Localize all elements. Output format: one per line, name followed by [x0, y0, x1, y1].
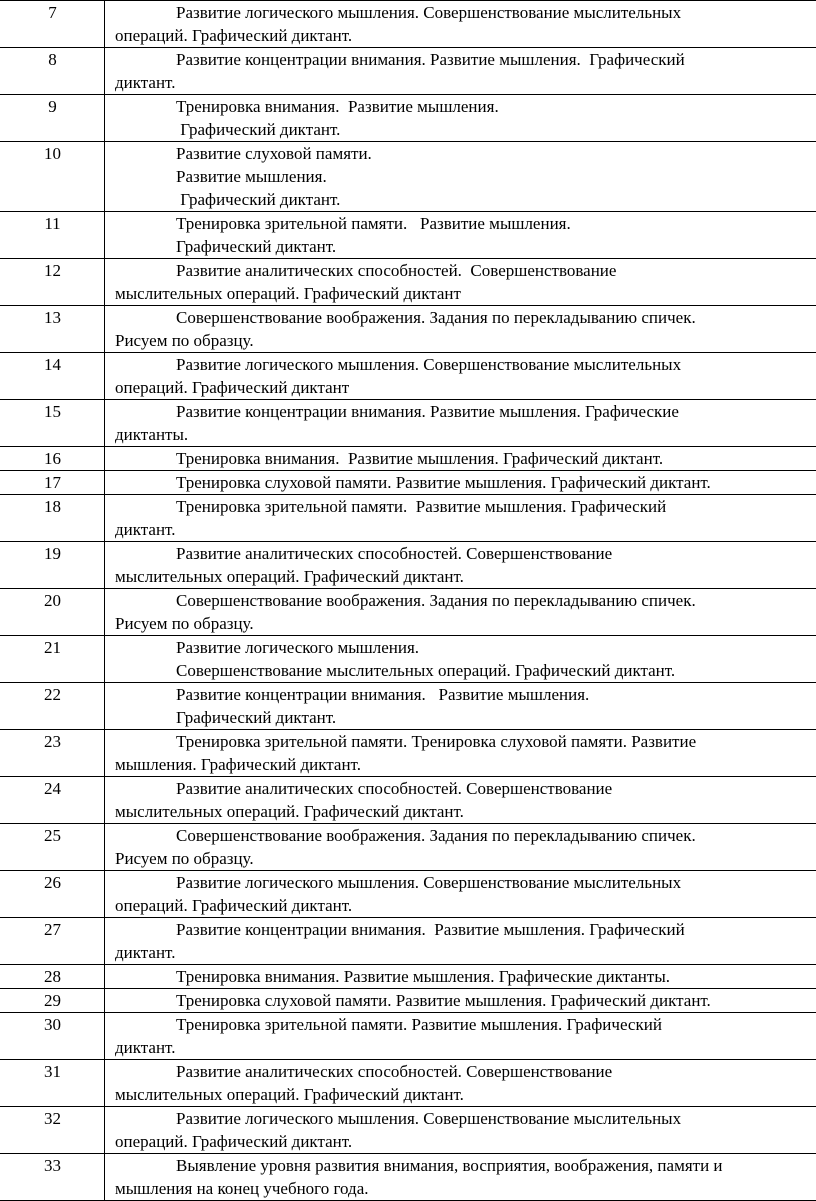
- lesson-topic-line: диктант.: [115, 71, 816, 94]
- lesson-topic-line: Рисуем по образцу.: [115, 329, 816, 352]
- lesson-topic-line: операций. Графический диктант.: [115, 1130, 816, 1153]
- lesson-topic-line: Совершенствование воображения. Задания по перекладыванию спичек.: [115, 824, 816, 847]
- lesson-number: 25: [1, 824, 105, 871]
- lesson-topic-line: Тренировка слуховой памяти. Развитие мышления. Графический диктант.: [115, 471, 816, 494]
- lesson-number: 21: [1, 636, 105, 683]
- lesson-topic-line: Развитие аналитических способностей. Совершенствование: [115, 542, 816, 565]
- lesson-topic: [105, 95, 816, 142]
- lesson-topic: [105, 683, 816, 730]
- table-row: [1, 259, 816, 306]
- table-row: [1, 824, 816, 871]
- lesson-topic-line: Графический диктант.: [115, 188, 816, 211]
- lesson-number: 15: [1, 400, 105, 447]
- lesson-topic: [105, 989, 816, 1013]
- lesson-topic-line: Развитие концентрации внимания. Развитие мышления. Графические: [115, 400, 816, 423]
- lesson-topic-line: Тренировка слуховой памяти. Развитие мышления. Графический диктант.: [115, 989, 816, 1012]
- lesson-number: 22: [1, 683, 105, 730]
- lesson-number: 31: [1, 1060, 105, 1107]
- lesson-topic-line: Развитие логического мышления.: [115, 636, 816, 659]
- lesson-topic: [105, 777, 816, 824]
- lesson-number: 9: [1, 95, 105, 142]
- lesson-topic-line: Тренировка внимания. Развитие мышления. Графический диктант.: [115, 447, 816, 470]
- lesson-topic-line: Тренировка зрительной памяти. Тренировка слуховой памяти. Развитие: [115, 730, 816, 753]
- lesson-topic: [105, 1013, 816, 1060]
- lesson-topic-line: операций. Графический диктант.: [115, 24, 816, 47]
- lesson-topic-line: Совершенствование воображения. Задания по перекладыванию спичек.: [115, 306, 816, 329]
- table-row: [1, 471, 816, 495]
- table-row: [1, 400, 816, 447]
- lesson-topic-line: диктант.: [115, 1036, 816, 1059]
- lesson-number: 32: [1, 1107, 105, 1154]
- lesson-topic-line: Тренировка зрительной памяти. Развитие мышления. Графический: [115, 495, 816, 518]
- lesson-number: 8: [1, 48, 105, 95]
- lesson-topic: [105, 1107, 816, 1154]
- lesson-topic-line: Развитие аналитических способностей. Совершенствование: [115, 259, 816, 282]
- lesson-number: 16: [1, 447, 105, 471]
- table-row: [1, 353, 816, 400]
- table-row: [1, 989, 816, 1013]
- lesson-plan-table-body: [1, 1, 816, 1201]
- lesson-topic-line: мыслительных операций. Графический диктант.: [115, 1083, 816, 1106]
- lesson-number: 11: [1, 212, 105, 259]
- table-row: [1, 1013, 816, 1060]
- lesson-number: 20: [1, 589, 105, 636]
- lesson-topic: [105, 353, 816, 400]
- lesson-topic-line: Развитие аналитических способностей. Совершенствование: [115, 1060, 816, 1083]
- lesson-topic-line: Тренировка зрительной памяти. Развитие мышления. Графический: [115, 1013, 816, 1036]
- lesson-number: 28: [1, 965, 105, 989]
- lesson-number: 26: [1, 871, 105, 918]
- lesson-topic: [105, 447, 816, 471]
- lesson-topic: [105, 1, 816, 48]
- lesson-topic-line: мыслительных операций. Графический диктант: [115, 282, 816, 305]
- table-row: [1, 777, 816, 824]
- lesson-topic: [105, 259, 816, 306]
- lesson-topic-line: Развитие концентрации внимания. Развитие мышления. Графический: [115, 48, 816, 71]
- lesson-topic: [105, 142, 816, 212]
- lesson-topic-line: мышления на конец учебного года.: [115, 1177, 816, 1200]
- lesson-number: 13: [1, 306, 105, 353]
- lesson-topic-line: Развитие логического мышления. Совершенствование мыслительных: [115, 871, 816, 894]
- lesson-topic-line: мыслительных операций. Графический диктант.: [115, 800, 816, 823]
- lesson-topic: [105, 824, 816, 871]
- lesson-number: 23: [1, 730, 105, 777]
- lesson-number: 29: [1, 989, 105, 1013]
- lesson-topic: [105, 212, 816, 259]
- table-row: [1, 95, 816, 142]
- lesson-topic-line: операций. Графический диктант.: [115, 894, 816, 917]
- lesson-number: 27: [1, 918, 105, 965]
- lesson-topic-line: Развитие слуховой памяти.: [115, 142, 816, 165]
- lesson-number: 19: [1, 542, 105, 589]
- lesson-topic: [105, 400, 816, 447]
- lesson-topic-line: Развитие логического мышления. Совершенствование мыслительных: [115, 1107, 816, 1130]
- lesson-topic-line: Совершенствование мыслительных операций. Графический диктант.: [115, 659, 816, 682]
- lesson-number: 10: [1, 142, 105, 212]
- lesson-topic: [105, 965, 816, 989]
- lesson-topic: [105, 471, 816, 495]
- lesson-number: 14: [1, 353, 105, 400]
- lesson-topic-line: Тренировка внимания. Развитие мышления. Графические диктанты.: [115, 965, 816, 988]
- lesson-topic: [105, 495, 816, 542]
- lesson-topic: [105, 730, 816, 777]
- table-row: [1, 1107, 816, 1154]
- lesson-topic-line: Графический диктант.: [115, 235, 816, 258]
- lesson-topic-line: Тренировка зрительной памяти. Развитие мышления.: [115, 212, 816, 235]
- table-row: [1, 1154, 816, 1201]
- lesson-topic-line: мышления. Графический диктант.: [115, 753, 816, 776]
- table-row: [1, 48, 816, 95]
- lesson-topic-line: Развитие логического мышления. Совершенствование мыслительных: [115, 353, 816, 376]
- table-row: [1, 447, 816, 471]
- lesson-number: 17: [1, 471, 105, 495]
- lesson-number: 33: [1, 1154, 105, 1201]
- table-row: [1, 965, 816, 989]
- lesson-topic-line: диктанты.: [115, 423, 816, 446]
- lesson-topic-line: мыслительных операций. Графический диктант.: [115, 565, 816, 588]
- lesson-topic: [105, 542, 816, 589]
- lesson-topic: [105, 306, 816, 353]
- table-row: [1, 1, 816, 48]
- lesson-topic-line: Графический диктант.: [115, 118, 816, 141]
- table-row: [1, 142, 816, 212]
- lesson-number: 24: [1, 777, 105, 824]
- lesson-topic-line: Развитие мышления.: [115, 165, 816, 188]
- lesson-topic: [105, 589, 816, 636]
- lesson-number: 12: [1, 259, 105, 306]
- lesson-topic-line: Развитие логического мышления. Совершенствование мыслительных: [115, 1, 816, 24]
- lesson-topic: [105, 636, 816, 683]
- lesson-topic-line: Тренировка внимания. Развитие мышления.: [115, 95, 816, 118]
- table-row: [1, 1060, 816, 1107]
- table-row: [1, 636, 816, 683]
- table-row: [1, 495, 816, 542]
- table-row: [1, 683, 816, 730]
- lesson-topic-line: Совершенствование воображения. Задания по перекладыванию спичек.: [115, 589, 816, 612]
- lesson-topic-line: Рисуем по образцу.: [115, 847, 816, 870]
- lesson-topic-line: диктант.: [115, 941, 816, 964]
- table-row: [1, 306, 816, 353]
- lesson-topic-line: Рисуем по образцу.: [115, 612, 816, 635]
- table-row: [1, 871, 816, 918]
- lesson-topic-line: операций. Графический диктант: [115, 376, 816, 399]
- table-row: [1, 212, 816, 259]
- table-row: [1, 918, 816, 965]
- lesson-topic-line: Графический диктант.: [115, 706, 816, 729]
- lesson-topic-line: Развитие концентрации внимания. Развитие мышления. Графический: [115, 918, 816, 941]
- lesson-number: 30: [1, 1013, 105, 1060]
- table-row: [1, 589, 816, 636]
- lesson-topic: [105, 1154, 816, 1201]
- table-row: [1, 542, 816, 589]
- lesson-topic: [105, 48, 816, 95]
- table-row: [1, 730, 816, 777]
- lesson-topic-line: Выявление уровня развития внимания, восприятия, воображения, памяти и: [115, 1154, 816, 1177]
- lesson-number: 7: [1, 1, 105, 48]
- lesson-topic: [105, 871, 816, 918]
- lesson-topic-line: диктант.: [115, 518, 816, 541]
- lesson-topic-line: Развитие аналитических способностей. Совершенствование: [115, 777, 816, 800]
- lesson-topic-line: Развитие концентрации внимания. Развитие мышления.: [115, 683, 816, 706]
- lesson-topic: [105, 1060, 816, 1107]
- lesson-number: 18: [1, 495, 105, 542]
- lesson-topic: [105, 918, 816, 965]
